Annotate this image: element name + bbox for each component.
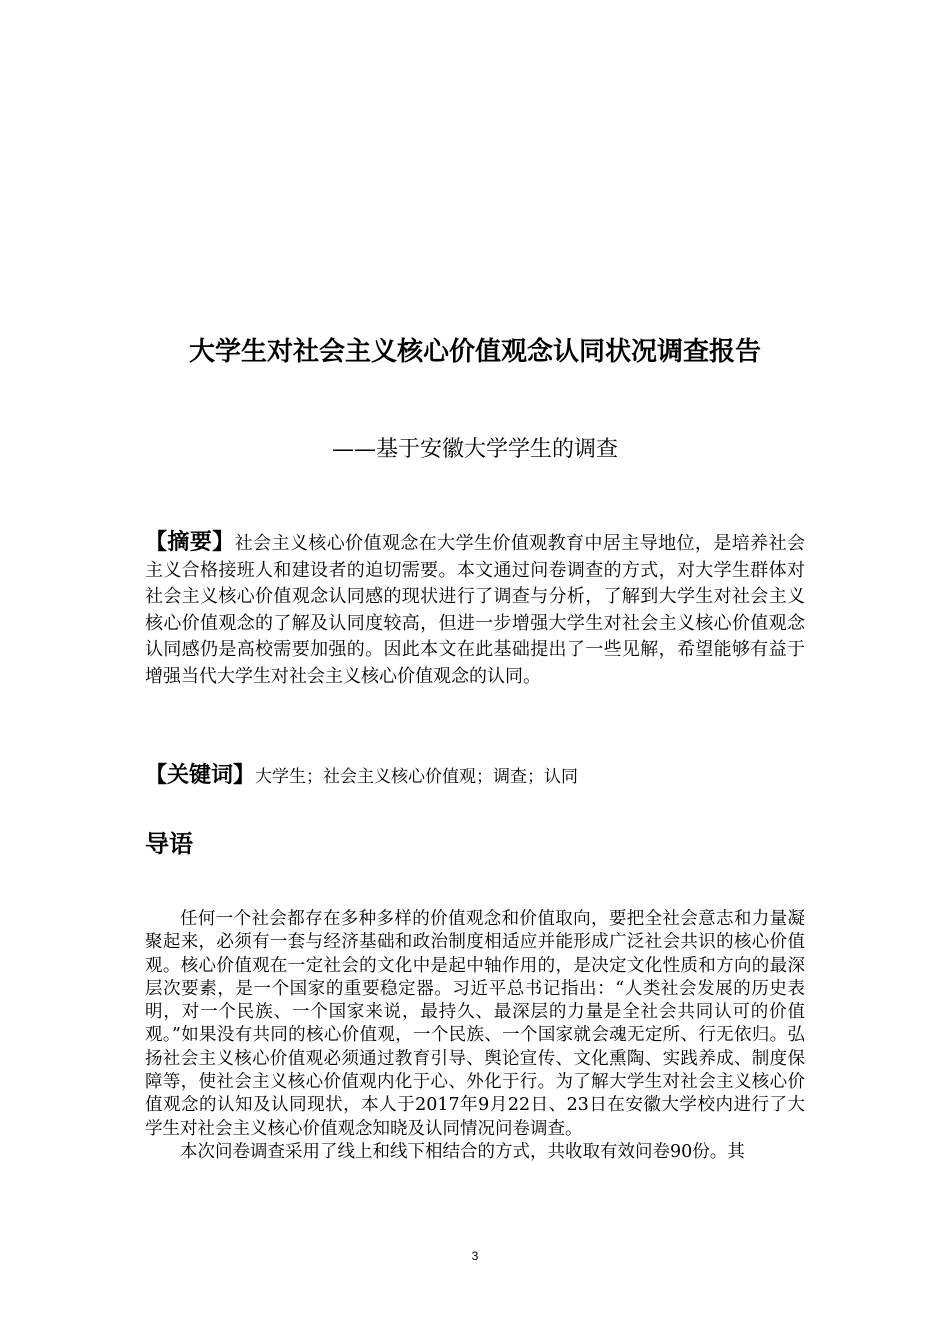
- document-subtitle: ——基于安徽大学学生的调查: [331, 437, 618, 462]
- abstract-text: 社会主义核心价值观念在大学生价值观教育中居主导地位，是培养社会主义合格接班人和建设者的迫切需要。本文通过问卷调查的方式，对大学生群体对社会主义核心价值观念认同感的现状进行了调查与分析，了解到大学生对社会主义核心价值观念的了解及认同度较高，但进一步增强大学生对社会主义核心价值观念认同感仍是高校需要加强的。因此本文在此基础提出了一些见解，希望能够有益于增强当代大学生对社会主义核心价值观念的认同。: [145, 533, 805, 687]
- body-text: [145, 908, 805, 1164]
- abstract-label: 【摘要】: [145, 530, 235, 555]
- abstract-paragraph: [145, 530, 805, 690]
- body-paragraph: 任何一个社会都存在多种多样的价值观念和价值取向，要把全社会意志和力量凝聚起来，必须有一套与经济基础和政治制度相适应并能形成广泛社会共识的核心价值观。核心价值观在一定社会的文化中是起中轴作用的，是决定文化性质和方向的最深层次要素，是一个国家的重要稳定器。习近平总书记指出：“人类社会发展的历史表明，对一个民族、一个国家来说，最持久、最深层的力量是全社会共同认可的价值观。”如果没有共同的核心价值观，一个民族、一个国家就会魂无定所、行无依归。弘扬社会主义核心价值观必须通过教育引导、舆论宣传、文化熏陶、实践养成、制度保障等，使社会主义核心价值观内化于心、外化于行。为了解大学生对社会主义核心价值观念的认知及认同现状，本人于2017年9月22日、23日在安徽大学校内进行了大学生对社会主义核心价值观念知晓及认同情况问卷调查。: [145, 909, 805, 1139]
- body-paragraph: 本次问卷调查采用了线上和线下相结合的方式，共收取有效问卷90份。其: [180, 1141, 745, 1162]
- keywords-text: 大学生；社会主义核心价值观；调查；认同: [255, 767, 579, 787]
- section-heading-intro: 导语: [145, 830, 193, 858]
- page-number: 3: [471, 1249, 479, 1263]
- document-title: 大学生对社会主义核心价值观念认同状况调查报告: [188, 337, 761, 367]
- keywords-line: [145, 756, 805, 797]
- keywords-label: 【关键词】: [145, 763, 256, 788]
